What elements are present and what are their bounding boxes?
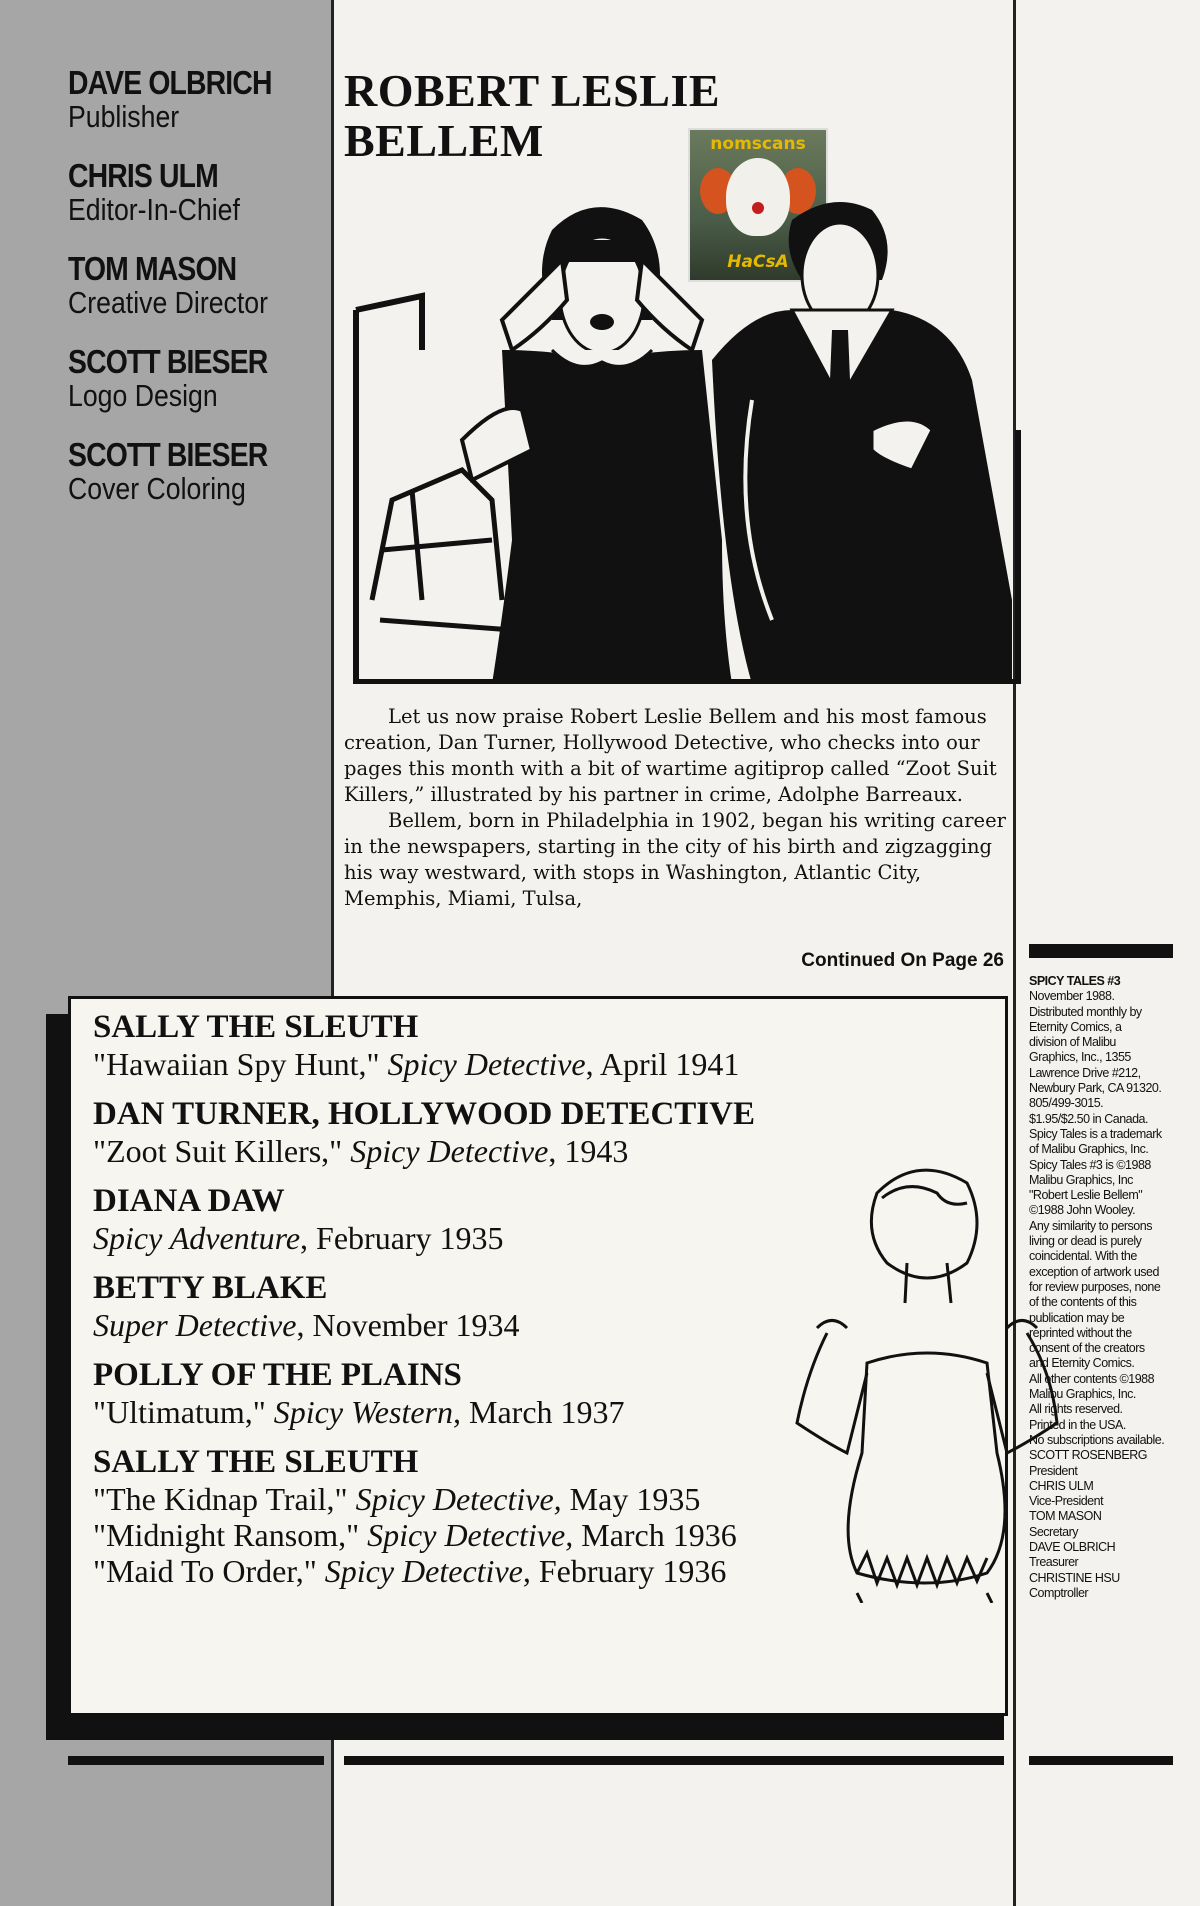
indicia-line: Distributed monthly by	[1029, 1004, 1142, 1019]
staff-entry	[68, 438, 328, 505]
indicia-line: CHRIS ULM	[1029, 1478, 1094, 1493]
story-date: , February 1935	[300, 1220, 504, 1256]
story-publication: Spicy Detective,	[367, 1517, 574, 1553]
indicia-line: Secretary	[1029, 1524, 1078, 1539]
indicia-line: Malibu Graphics, Inc	[1029, 1172, 1133, 1187]
indicia-line: No subscriptions available.	[1029, 1432, 1165, 1447]
indicia-line: for review purposes, none	[1029, 1279, 1161, 1294]
indicia-line: CHRISTINE HSU	[1029, 1570, 1120, 1585]
article-paragraph: Let us now praise Robert Leslie Bellem and his most famous creation, Dan Turner, Hollywood Detective, who checks into our pages this month with a bit of wartime agitiprop called “Zoot Suit Killers,” illustrated by his partner in crime, Adolphe Barreaux.	[344, 705, 997, 806]
story-title: SALLY THE SLEUTH	[93, 1009, 419, 1045]
story-date: May 1935	[561, 1481, 701, 1517]
staff-entry	[68, 252, 328, 319]
indicia-line: "Robert Leslie Bellem"	[1029, 1188, 1143, 1203]
story-date: , 1943	[548, 1133, 629, 1169]
story-date: , April 1941	[585, 1046, 740, 1082]
staff-credits	[68, 66, 328, 531]
story-date: March 1937	[461, 1394, 625, 1430]
indicia-line: exception of artwork used	[1029, 1264, 1159, 1279]
staff-role: Editor-In-Chief	[68, 192, 240, 227]
story-date: , November 1934	[296, 1307, 520, 1343]
story-name: "Hawaiian Spy Hunt,"	[93, 1046, 388, 1082]
detective-figure	[712, 202, 1012, 684]
indicia-line: Spicy Tales #3 is ©1988	[1029, 1157, 1151, 1172]
detective-illustration	[352, 200, 1024, 684]
story-title: BETTY BLAKE	[93, 1270, 328, 1306]
story-publication: Spicy Detective	[387, 1046, 586, 1082]
article-paragraph: Bellem, born in Philadelphia in 1902, began his writing career in the newspapers, starting in the city of his birth and zigzagging his way westward, with stops in Washington, Atlantic City, Memphis, Miami, Tulsa,	[344, 809, 1006, 910]
indicia-line: and Eternity Comics.	[1029, 1356, 1135, 1371]
indicia-line: TOM MASON	[1029, 1509, 1102, 1524]
story-source	[93, 1046, 893, 1082]
indicia-line: Newbury Park, CA 91320.	[1029, 1081, 1162, 1096]
indicia-line: Vice-President	[1029, 1494, 1104, 1509]
staff-name: CHRIS ULM	[68, 157, 218, 194]
indicia-line: All other contents ©1988	[1029, 1371, 1155, 1386]
indicia-line: 805/499-3015.	[1029, 1096, 1104, 1111]
story-title: DAN TURNER, HOLLYWOOD DETECTIVE	[93, 1096, 755, 1132]
staff-name: DAVE OLBRICH	[68, 64, 272, 101]
story-name: "The Kidnap Trail,"	[93, 1481, 356, 1517]
story-date: February 1936	[530, 1553, 727, 1589]
story-publication: Spicy Detective	[350, 1133, 549, 1169]
story-publication: Spicy Detective,	[324, 1553, 531, 1589]
story-name: "Ultimatum,"	[93, 1394, 274, 1430]
indicia-line: Any similarity to persons	[1029, 1218, 1152, 1233]
story-publication: Spicy Western,	[273, 1394, 461, 1430]
story-name: "Zoot Suit Killers,"	[93, 1133, 351, 1169]
staff-role: Logo Design	[68, 378, 218, 413]
staff-role: Publisher	[68, 99, 180, 134]
indicia-line: SCOTT ROSENBERG	[1029, 1448, 1147, 1463]
article-title-line1: ROBERT LESLIE	[344, 65, 721, 116]
indicia-line: living or dead is purely	[1029, 1234, 1142, 1249]
rule-sidebar-bottom	[1029, 1756, 1173, 1765]
staff-name: SCOTT BIESER	[68, 343, 268, 380]
indicia-line: Graphics, Inc., 1355	[1029, 1050, 1131, 1065]
rule-bottom-left	[68, 1756, 324, 1765]
indicia-line: publication may be	[1029, 1310, 1125, 1325]
article-title-line2: BELLEM	[344, 115, 544, 166]
watermark-bottom-text: HaCsA	[727, 252, 789, 272]
staff-name: TOM MASON	[68, 250, 237, 287]
indicia-line: $1.95/$2.50 in Canada.	[1029, 1111, 1148, 1126]
story-name: "Midnight Ransom,"	[93, 1517, 368, 1553]
article-body	[344, 704, 1006, 912]
indicia-line: of Malibu Graphics, Inc.	[1029, 1142, 1149, 1157]
watermark-top-text: nomscans	[710, 134, 806, 154]
indicia-line: consent of the creators	[1029, 1341, 1145, 1356]
rule-sidebar-top	[1029, 944, 1173, 958]
indicia-line: SPICY TALES #3	[1029, 974, 1121, 988]
contents-box	[68, 996, 1008, 1716]
story-publication: Spicy Adventure	[93, 1220, 301, 1256]
indicia-line: ©1988 John Wooley.	[1029, 1203, 1136, 1218]
story-title: DIANA DAW	[93, 1183, 285, 1219]
indicia-line: of the contents of this	[1029, 1295, 1137, 1310]
story-publication: Super Detective	[93, 1307, 297, 1343]
staff-entry	[68, 159, 328, 226]
indicia-line: Printed in the USA.	[1029, 1417, 1126, 1432]
story-name: "Maid To Order,"	[93, 1553, 325, 1589]
indicia-line: Spicy Tales is a trademark	[1029, 1126, 1162, 1141]
staff-entry	[68, 66, 328, 133]
article-title	[344, 66, 720, 166]
indicia-sidebar	[1029, 974, 1179, 1601]
indicia-line: All rights reserved.	[1029, 1402, 1123, 1417]
staff-role: Cover Coloring	[68, 471, 246, 506]
story-publication: Spicy Detective,	[355, 1481, 562, 1517]
indicia-line: President	[1029, 1463, 1078, 1478]
staff-role: Creative Director	[68, 285, 269, 320]
indicia-line: Treasurer	[1029, 1555, 1079, 1570]
window-frame	[372, 470, 512, 630]
indicia-line: division of Malibu	[1029, 1035, 1116, 1050]
story-title: SALLY THE SLEUTH	[93, 1444, 419, 1480]
indicia-line: Lawrence Drive #212,	[1029, 1065, 1141, 1080]
indicia-line: November 1988.	[1029, 989, 1115, 1004]
woman-figure	[462, 207, 732, 684]
indicia-line: Comptroller	[1029, 1585, 1089, 1600]
story-title: POLLY OF THE PLAINS	[93, 1357, 462, 1393]
story-entry	[93, 1009, 893, 1082]
indicia-line: coincidental. With the	[1029, 1249, 1137, 1264]
rule-bottom-center	[344, 1756, 1004, 1765]
indicia-line: DAVE OLBRICH	[1029, 1539, 1116, 1554]
staff-entry	[68, 345, 328, 412]
indicia-line: Malibu Graphics, Inc.	[1029, 1387, 1136, 1402]
indicia-line: reprinted without the	[1029, 1325, 1132, 1340]
indicia-line: Eternity Comics, a	[1029, 1019, 1122, 1034]
story-date: March 1936	[573, 1517, 737, 1553]
girl-sketch-illustration	[767, 1153, 1067, 1603]
staff-name: SCOTT BIESER	[68, 436, 268, 473]
continued-note: Continued On Page 26	[801, 950, 1004, 971]
